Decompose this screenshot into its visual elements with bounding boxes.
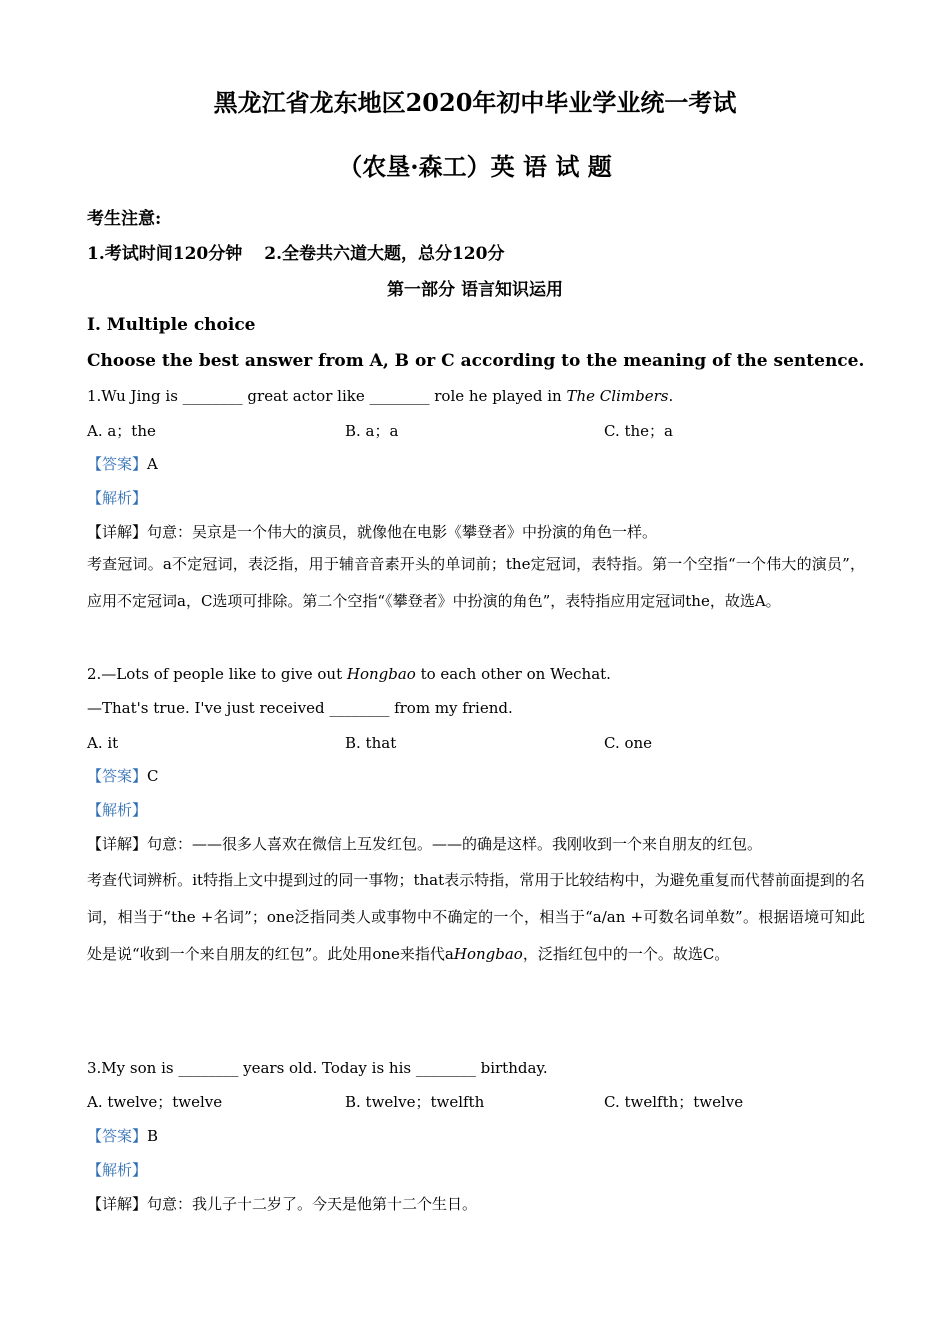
question-3-option-a: A. twelve；twelve (87, 1093, 223, 1111)
question-1-option-a: A. a；the (87, 422, 156, 440)
question-3-detail: 【详解】句意：我儿子十二岁了。今天是他第十二个生日。 (87, 1195, 478, 1213)
question-2-explanation: 考查代词辨析。it特指上文中提到过的同一事物；that表示特指，常用于比较结构中，为避免重复而代替前面提到的名词，相当于“the +名词”；one泛指同类人或事物中不确定的一个，相当于“a/an +可数名词单数”。根据语境可知此处是说“收到一个来自朋友的红包”。此处用one来指代aHongbao，泛指红包中的一个。故选C。 (87, 871, 865, 963)
section-title: I. Multiple choice (87, 315, 256, 335)
part-heading: 第一部分 语言知识运用 (387, 280, 563, 300)
question-2-answer: 【答案】C (87, 767, 159, 785)
question-2-detail: 【详解】句意：——很多人喜欢在微信上互发红包。——的确是这样。我刚收到一个来自朋友的红包。 (87, 835, 763, 853)
question-1-option-c: C. the；a (604, 422, 673, 440)
question-2-stem-1: 2.—Lots of people like to give out Hongbao to each other on Wechat. (87, 665, 611, 683)
question-3-answer: 【答案】B (87, 1127, 159, 1145)
notice-item-score: 2.全卷共六道大题，总分120分 (264, 244, 505, 264)
question-1-analysis-label: 【解析】 (87, 489, 148, 507)
question-3-option-c: C. twelfth；twelve (604, 1093, 744, 1111)
question-2-option-a: A. it (87, 734, 119, 752)
movie-title: The Climbers (566, 387, 669, 405)
notice-items (87, 244, 504, 264)
question-1-detail: 【详解】句意：吴京是一个伟大的演员，就像他在电影《攀登者》中扮演的角色一样。 (87, 523, 658, 541)
question-3-analysis-label: 【解析】 (87, 1161, 148, 1179)
section-instruction: Choose the best answer from A, B or C according to the meaning of the sentence. (87, 351, 865, 371)
exam-subtitle: （农垦·森工）英 语 试 题 (338, 152, 612, 181)
question-2-stem-2: —That's true. I've just received ________ from my friend. (87, 699, 513, 717)
question-2-option-c: C. one (604, 734, 653, 752)
question-1-answer: 【答案】A (87, 455, 158, 473)
question-2-analysis-label: 【解析】 (87, 801, 148, 819)
question-1-option-b: B. a；a (345, 422, 399, 440)
notice-label: 考生注意: (87, 209, 162, 229)
question-1-stem: 1.Wu Jing is ________ great actor like ________ role he played in The Climbers. (87, 387, 674, 405)
question-1-explanation: 考查冠词。a不定冠词，表泛指，用于辅音音素开头的单词前；the定冠词，表特指。第一个空指“一个伟大的演员”，应用不定冠词a，C选项可排除。第二个空指“《攀登者》中扮演的角色”，表特指应用定冠词the，故选A。 (87, 555, 865, 610)
question-3-option-b: B. twelve；twelfth (345, 1093, 485, 1111)
question-2-option-b: B. that (345, 734, 397, 752)
exam-title: 黑龙江省龙东地区2020年初中毕业学业统一考试 (213, 88, 737, 117)
notice-item-time: 1.考试时间120分钟 (87, 244, 243, 264)
question-3-stem: 3.My son is ________ years old. Today is his ________ birthday. (87, 1059, 548, 1077)
